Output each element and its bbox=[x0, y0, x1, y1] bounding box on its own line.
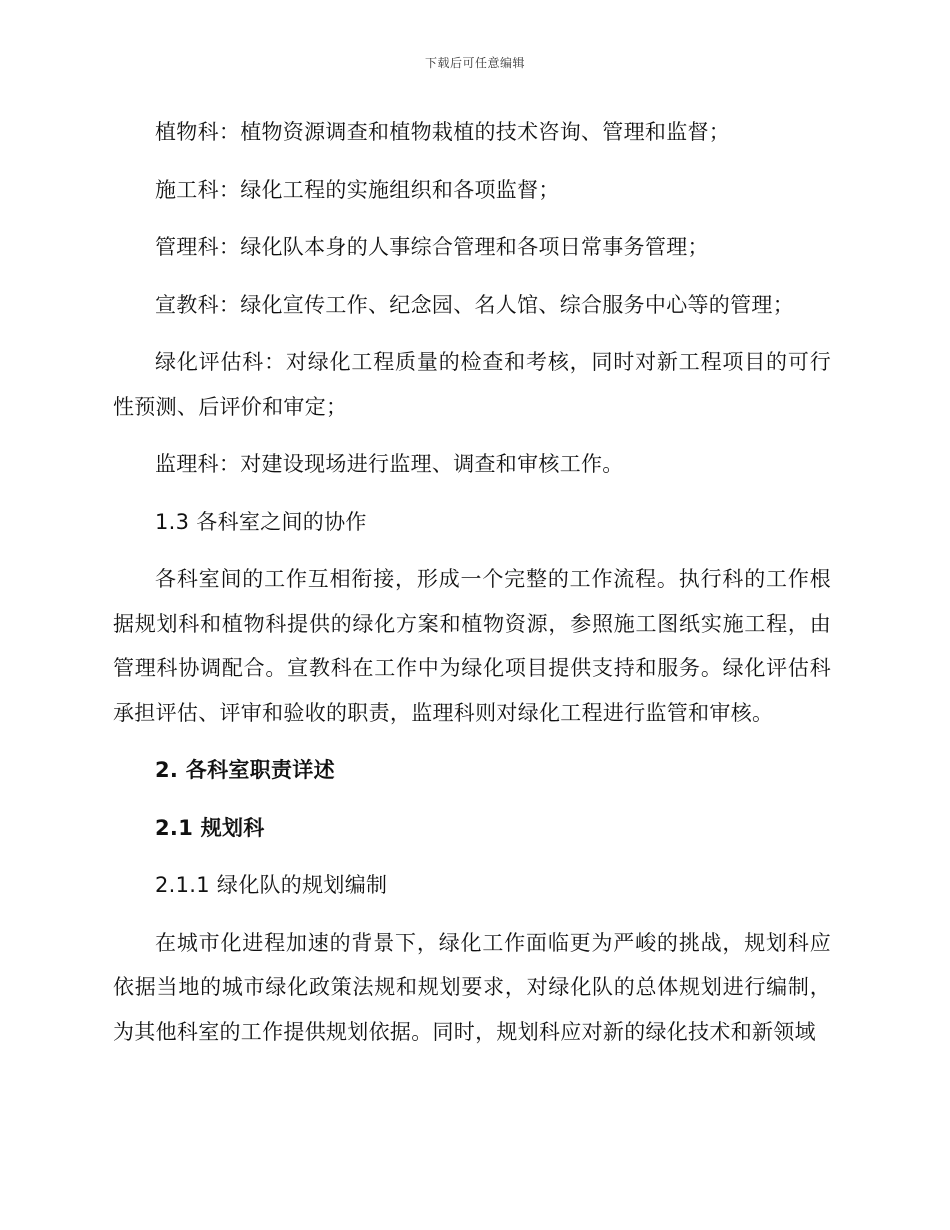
paragraph-construction-section: 施工科：绿化工程的实施组织和各项监督； bbox=[155, 177, 560, 202]
section-heading-2: 2. 各科室职责详述 bbox=[155, 758, 335, 782]
paragraph-supervision-section: 监理科：对建设现场进行监理、调查和审核工作。 bbox=[155, 452, 624, 476]
subsection-heading-2-1-1: 2.1.1 绿化队的规划编制 bbox=[155, 873, 388, 897]
section-heading-2-1: 2.1 规划科 bbox=[155, 815, 265, 840]
paragraph-planning-compilation: 在城市化进程加速的背景下，绿化工作面临更为严峻的挑战，规划科应依据当地的城市绿化政策法规和规划要求，对绿化队的总体规划进行编制，为其他科室的工作提供规划依据。同时，规划科应对新的绿化技术和新领域 bbox=[113, 930, 831, 1044]
document-body bbox=[113, 110, 831, 1054]
paragraph-cooperation: 各科室间的工作互相衔接，形成一个完整的工作流程。执行科的工作根据规划科和植物科提供的绿化方案和植物资源，参照施工图纸实施工程，由管理科协调配合。宣教科在工作中为绿化项目提供支持和服务。绿化评估科承担评估、评审和验收的职责，监理科则对绿化工程进行监管和审核。 bbox=[113, 567, 831, 725]
paragraph-education-section: 宣教科：绿化宣传工作、纪念园、名人馆、综合服务中心等的管理； bbox=[155, 292, 794, 317]
paragraph-plant-section: 植物科：植物资源调查和植物栽植的技术咨询、管理和监督； bbox=[155, 120, 731, 144]
paragraph-management-section: 管理科：绿化队本身的人事综合管理和各项日常事务管理； bbox=[155, 235, 709, 259]
paragraph-evaluation-section: 绿化评估科：对绿化工程质量的检查和考核，同时对新工程项目的可行性预测、后评价和审定； bbox=[113, 350, 831, 419]
page-header: 下载后可任意编辑 bbox=[424, 56, 525, 70]
subsection-heading-1-3: 1.3 各科室之间的协作 bbox=[155, 509, 367, 534]
